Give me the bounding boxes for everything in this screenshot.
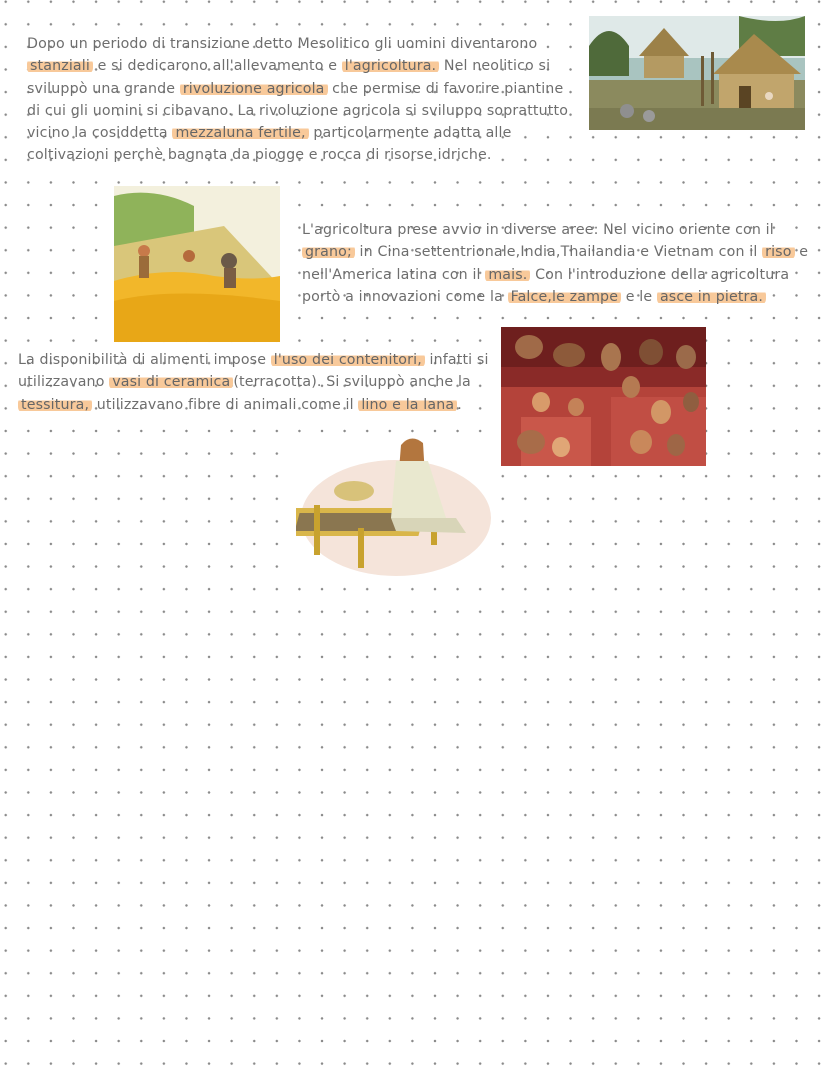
highlighted-term: asce in pietra. [657,289,766,305]
text-run: che permise di favorire piantine di cui gli uomini si cibavano. La rivoluzione agricola si sviluppo soprattutto vicino la cosiddetta [27,80,569,142]
text-run: La disponibilità di alimenti impose [18,352,271,368]
highlighted-term: lino e la lana [358,397,457,413]
text-run: e si dedicarono all'allevamento e [92,58,342,75]
highlighted-term: riso [762,244,794,260]
neolithic-village-image [589,16,805,130]
text-run: Nel neolitico si sviluppò una grande [27,58,551,97]
text-run: in Cina settentrionale,India,Thailandia e Vietnam con il [354,244,763,261]
highlighted-term: vasi di ceramica [109,374,233,390]
text-run: (terracotta). Si sviluppò anche la [233,374,471,391]
text-run: particolarmente adatta alle coltivazioni perchè bagnata da piogge e rocca di risorse idriche. [27,125,512,164]
highlighted-term: rivoluzione agricola [180,81,328,97]
text-run: Con l'introduzione della agricoltura portò a innovazioni come la [302,266,790,305]
text-run: e nell'America latina con il [302,244,809,283]
text-run: infatti si utilizzavano [18,352,489,391]
text-run: utilizzavano fibre di animali come il [92,396,359,413]
paragraph-agricoltura [302,219,819,308]
paragraph-mesolitico [27,33,572,167]
terracotta-pottery-image [501,327,706,466]
highlighted-term: tessitura, [18,397,92,413]
text-run: e le [621,288,657,305]
highlighted-term: stanziali [27,58,93,74]
paragraph-ceramica [18,349,496,416]
wheat-harvest-image [114,186,280,342]
highlighted-term: grano; [302,244,355,260]
highlighted-term: l'uso dei contenitori, [271,352,425,368]
text-run: Dopo un periodo di transizione detto Mesolitico gli uomini diventarono [27,36,538,52]
highlighted-term: Falce,le zampe [508,289,622,305]
weaving-woman-image [296,433,492,580]
highlighted-term: mais. [485,267,530,283]
highlighted-term: l'agricoltura. [342,58,439,74]
text-run: L'agricoltura prese avvio in diverse aree: Nel vicino oriente con il [302,222,774,238]
text-run: . [457,396,462,413]
highlighted-term: mezzaluna fertile, [172,125,308,141]
